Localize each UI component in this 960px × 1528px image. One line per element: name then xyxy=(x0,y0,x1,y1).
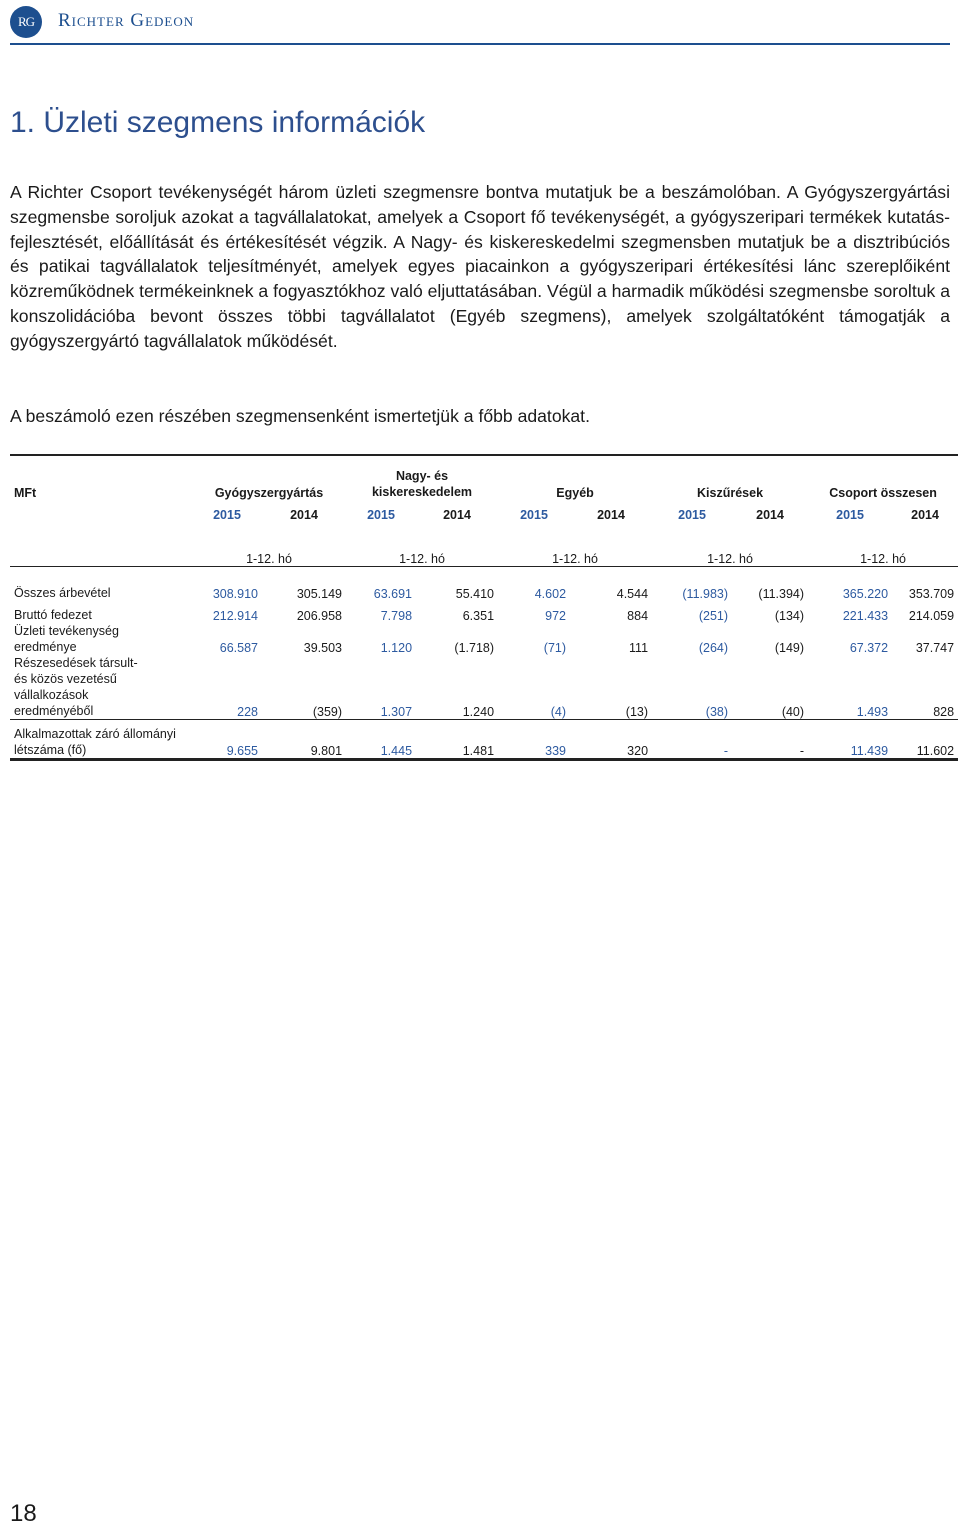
value-cell: 11.439 xyxy=(808,720,892,760)
value-cell: 1.481 xyxy=(416,720,498,760)
group-header: Csoport összesen xyxy=(808,455,958,500)
year-cell: 2014 xyxy=(597,508,625,522)
value-cell: 67.372 xyxy=(849,641,889,655)
company-logo: RG xyxy=(10,6,42,38)
value-cell: 1.240 xyxy=(416,655,498,720)
value-cell: 9.801 xyxy=(262,720,346,760)
value-cell: 305.149 xyxy=(296,587,343,601)
value-cell: (11.983) xyxy=(682,587,729,601)
year-cell: 2014 xyxy=(756,508,784,522)
value-cell: (38) xyxy=(652,655,732,720)
year-cell: 2015 xyxy=(367,508,395,522)
value-cell: 6.351 xyxy=(462,609,495,623)
row-label: Összes árbevétel xyxy=(14,586,111,600)
value-cell: 221.433 xyxy=(842,609,889,623)
value-cell: (134) xyxy=(774,609,805,623)
segment-table xyxy=(10,454,958,761)
row-label: Üzleti tevékenység eredménye xyxy=(14,624,119,654)
value-cell: (149) xyxy=(774,641,805,655)
row-label: Részesedések társult- és közös vezetésű vállalkozások eredményéből xyxy=(10,655,192,720)
value-cell: 37.747 xyxy=(915,641,955,655)
value-cell: 884 xyxy=(627,609,649,623)
period-cell: 1-12. hó xyxy=(246,552,292,566)
company-name: Richter Gedeon xyxy=(58,10,195,31)
group-header: Gyógyszergyártás xyxy=(192,455,346,500)
value-cell: 308.910 xyxy=(212,587,258,601)
value-cell: 4.544 xyxy=(616,587,649,601)
year-cell: 2015 xyxy=(213,508,241,522)
value-cell: (11.394) xyxy=(758,587,805,601)
year-cell: 2014 xyxy=(911,508,939,522)
value-cell: 4.602 xyxy=(534,587,567,601)
value-cell: (359) xyxy=(262,655,346,720)
section-title: 1. Üzleti szegmens információk xyxy=(10,106,426,139)
value-cell: 39.503 xyxy=(303,641,343,655)
group-header: Kiszűrések xyxy=(652,455,808,500)
unit-label: MFt xyxy=(10,455,192,500)
year-cell: 2015 xyxy=(520,508,548,522)
year-cell: 2014 xyxy=(290,508,318,522)
value-cell: 206.958 xyxy=(296,609,343,623)
value-cell: 214.059 xyxy=(908,609,955,623)
intro-paragraph: A Richter Csoport tevékenységét három üzleti szegmensre bontva mutatjuk be a beszámolóban. A Gyógyszergyártási szegmensbe soroljuk azokat a tagvállalatokat, amelyek a Csoport fő tevékenységét, a gyógyszeripari termékek kutatás-fejlesztését, előállítását és értékesítését végzik. A Nagy- és kiskereskedelmi szegmensben mutatjuk be a disztribúciós és patikai tagvállalatok teljesítményét, amelyek egyes piacainkon a gyógyszeripari értékesítési lánc szereplőiként közreműködnek termékeinknek a fogyasztókhoz való eljuttatásában. Végül a harmadik működési szegmensbe soroltuk a konszolidációba bevont összes többi tagvállalatot (Egyéb szegmens), amelyek szolgáltatóként támogatják a gyógyszergyártó tagvállalatok működését. xyxy=(10,182,950,351)
table-row xyxy=(10,601,958,623)
year-cell: 2014 xyxy=(443,508,471,522)
period-cell: 1-12. hó xyxy=(399,552,445,566)
year-cell: 2015 xyxy=(678,508,706,522)
value-cell: 320 xyxy=(570,720,652,760)
table-row xyxy=(10,623,958,655)
value-cell: 1.120 xyxy=(380,641,413,655)
value-cell: - xyxy=(652,720,732,760)
value-cell: 212.914 xyxy=(212,609,258,623)
table-row xyxy=(10,655,958,720)
value-cell: (1.718) xyxy=(454,641,495,655)
group-header xyxy=(346,455,498,500)
value-cell: 365.220 xyxy=(842,587,889,601)
value-cell: - xyxy=(732,720,808,760)
period-cell: 1-12. hó xyxy=(860,552,906,566)
year-cell: 2015 xyxy=(836,508,864,522)
value-cell: 11.602 xyxy=(892,720,958,760)
value-cell: (71) xyxy=(543,641,567,655)
value-cell: (40) xyxy=(732,655,808,720)
period-cell: 1-12. hó xyxy=(707,552,753,566)
value-cell: (251) xyxy=(698,609,729,623)
value-cell: 7.798 xyxy=(380,609,413,623)
group-header-label: Nagy- és kiskereskedelem xyxy=(371,469,473,499)
value-cell: 111 xyxy=(629,641,649,655)
value-cell: 228 xyxy=(192,655,262,720)
value-cell: 55.410 xyxy=(455,587,495,601)
value-cell: 63.691 xyxy=(373,587,413,601)
value-cell: (264) xyxy=(698,641,729,655)
header-divider xyxy=(10,43,950,45)
page-header xyxy=(10,6,950,46)
table-row xyxy=(10,579,958,601)
value-cell: (4) xyxy=(498,655,570,720)
value-cell: 972 xyxy=(545,609,567,623)
value-cell: 1.493 xyxy=(808,655,892,720)
group-header: Egyéb xyxy=(498,455,652,500)
period-cell: 1-12. hó xyxy=(552,552,598,566)
value-cell: 828 xyxy=(892,655,958,720)
table-header-row xyxy=(10,455,958,500)
value-cell: 339 xyxy=(498,720,570,760)
value-cell: 1.307 xyxy=(346,655,416,720)
value-cell: (13) xyxy=(570,655,652,720)
row-label: Bruttó fedezet xyxy=(14,608,92,622)
table-row xyxy=(10,720,958,760)
summary-paragraph: A beszámoló ezen részében szegmensenként ismertetjük a főbb adatokat. xyxy=(10,406,590,426)
value-cell: 353.709 xyxy=(908,587,955,601)
value-cell: 1.445 xyxy=(346,720,416,760)
value-cell: 9.655 xyxy=(192,720,262,760)
row-label: Alkalmazottak záró állományi létszáma (fő) xyxy=(10,720,192,760)
period-row xyxy=(10,522,958,567)
page-number: 18 xyxy=(10,1500,37,1527)
value-cell: 66.587 xyxy=(219,641,258,655)
header-separator xyxy=(10,567,958,580)
year-row xyxy=(10,500,958,522)
